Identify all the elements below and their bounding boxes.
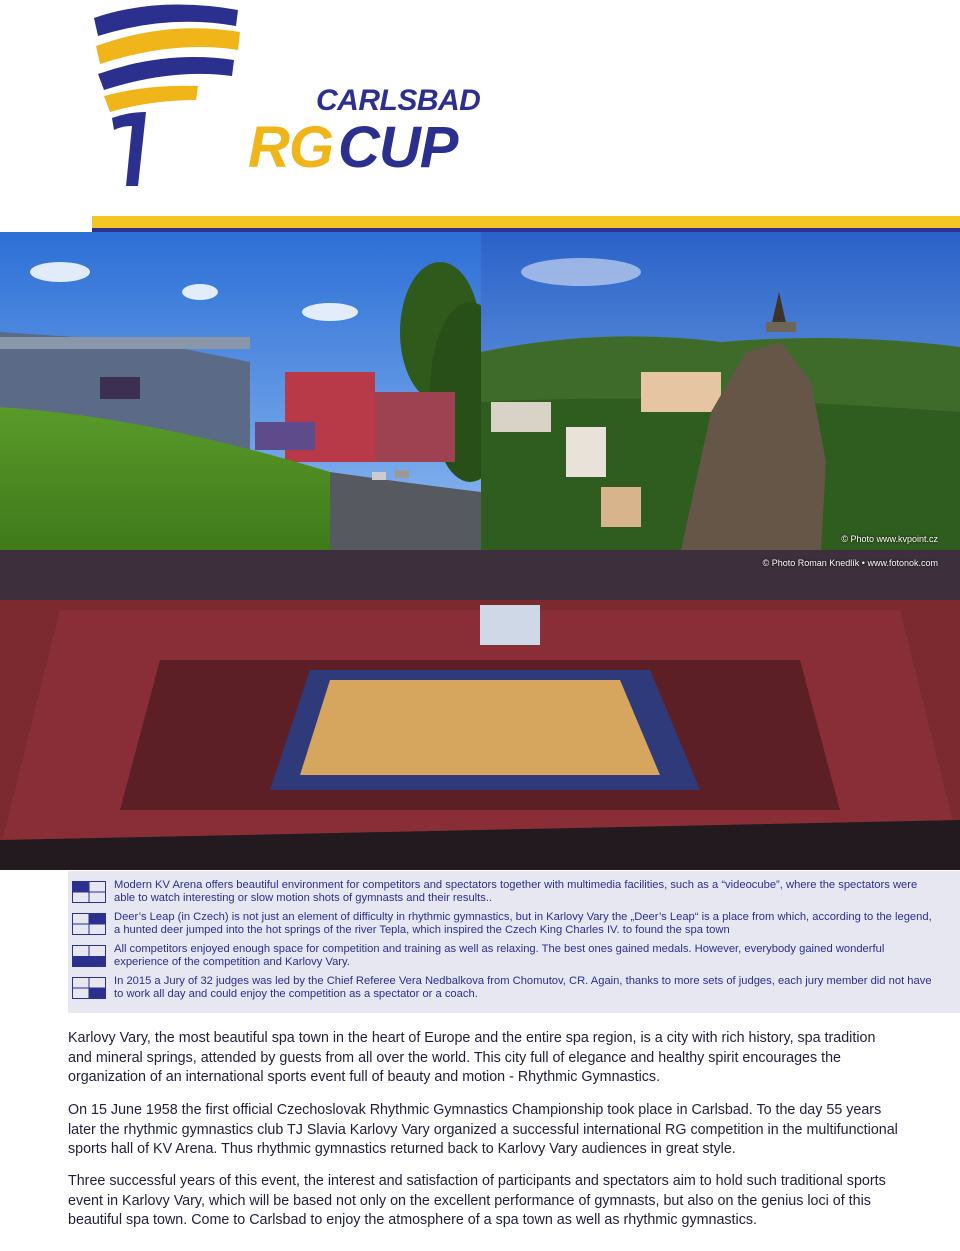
logo-word-rg: RG xyxy=(248,115,333,180)
kv-arena-exterior-photo xyxy=(0,232,481,550)
kv-arena-interior-photo xyxy=(0,550,960,870)
body-paragraph-intro: Karlovy Vary, the most beautiful spa town in the heart of Europe and the entire spa region, is a city with rich history, spa tradition and mineral springs, attended by guests from all over the world. This city full of elegance and healthy spirit encourages the organization of an international sports event full of beauty and motion - Rhythmic Gymnastics. xyxy=(68,1030,876,1085)
photo-captions-box xyxy=(68,871,960,1013)
caption-text: In 2015 a Jury of 32 judges was led by the Chief Referee Vera Nedbalkova from Chomutov, CR. Again, thanks to more sets of judges, each jury member did not have to work all day and could enjoy the competition as a spectator or a coach. xyxy=(114,975,932,1000)
body-paragraph-outlook: Three successful years of this event, the interest and satisfaction of participants and spectators aim to hold such traditional sports event in Karlovy Vary, which will be based not only on the excellent performance of gymnasts, but also on the genius loci of this beautiful spa town. Come to Carlsbad to enjoy the atmosphere of a spa town as well as rhythmic gymnastics. xyxy=(68,1173,886,1228)
carlsbad-rg-cup-logo xyxy=(88,0,481,190)
grid-marker-icon xyxy=(72,881,106,903)
body-paragraph-history: On 15 June 1958 the first official Czechoslovak Rhythmic Gymnastics Championship took place in Carlsbad. To the day 55 years later the rhythmic gymnastics club TJ Slavia Karlovy Vary organized a successful international RG competition in the multifunctional sports hall of KV Arena. Thus rhythmic gymnastics returned back to Karlovy Vary audiences in great style. xyxy=(68,1102,898,1157)
photo-credit-kvpoint: © Photo www.kvpoint.cz xyxy=(841,534,938,544)
caption-text: Modern KV Arena offers beautiful environment for competitors and spectators together with multimedia facilities, such as a “videocube”, where the spectators were able to watch interesting or slow motion shots of gymnasts and their results.. xyxy=(114,879,918,904)
grid-marker-icon xyxy=(72,945,106,967)
grid-marker-icon xyxy=(72,913,106,935)
grid-marker-icon xyxy=(72,977,106,999)
deers-leap-photo xyxy=(481,232,960,550)
caption-text: All competitors enjoyed enough space for competition and training as well as relaxing. The best ones gained medals. However, everybody gained wonderful experience of the competition and Karlovy Vary. xyxy=(114,943,885,968)
caption-text: Deer’s Leap (in Czech) is not just an element of difficulty in rhythmic gymnastics, but in Karlovy Vary the „Deer’s Leap“ is a place from which, according to the legend, a hunted deer jumped into the hot springs of the river Tepla, which inspired the Czech King Charles IV. to found the spa town xyxy=(114,911,932,936)
photo-credit-fotonok: © Photo Roman Knedlík • www.fotonok.com xyxy=(762,558,938,568)
logo-word-carlsbad: CARLSBAD xyxy=(316,84,481,117)
logo-word-cup: CUP xyxy=(338,115,458,180)
